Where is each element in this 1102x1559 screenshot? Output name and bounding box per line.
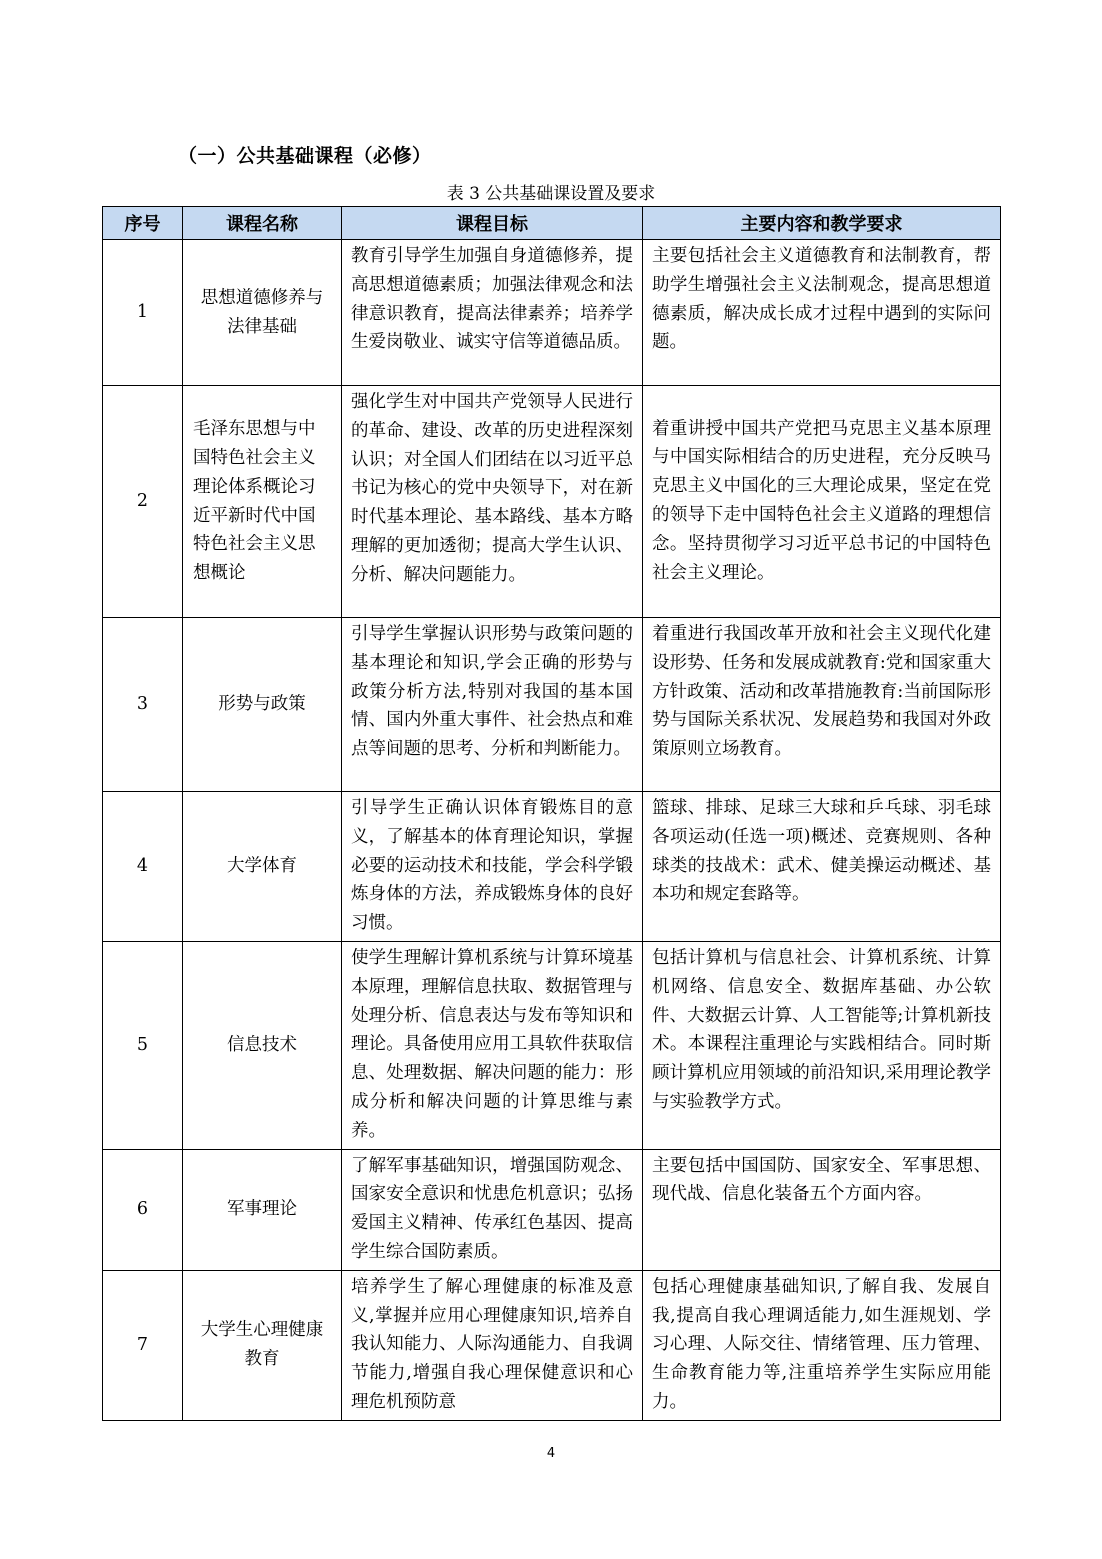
course-goal: 引导学生掌握认识形势与政策问题的基本理论和知识,学会正确的形势与政策分析方法,特别对我国的基本国情、国内外重大事件、社会热点和难点等间题的思考、分析和判断能力。 xyxy=(342,618,643,792)
course-goal: 培养学生了解心理健康的标准及意义,掌握并应用心理健康知识,培养自我认知能力、人际沟通能力、自我调节能力,增强自我心理保健意识和心理危机预防意 xyxy=(342,1270,643,1420)
table-row xyxy=(103,1270,1001,1420)
course-content: 包括计算机与信息社会、计算机系统、计算机网络、信息安全、数据库基础、办公软件、大数据云计算、人工智能等;计算机新技术。本课程注重理论与实践相结合。同时斯顾计算机应用领域的前沿知识,采用理论教学与实验教学方式。 xyxy=(643,941,1001,1149)
course-content: 包括心理健康基础知识,了解自我、发展自我,提高自我心理调适能力,如生涯规划、学习心理、人际交往、情绪管理、压力管理、生命教育能力等,注重培养学生实际应用能力。 xyxy=(643,1270,1001,1420)
course-name: 大学体育 xyxy=(183,792,342,942)
table-row xyxy=(103,240,1001,386)
row-num: 7 xyxy=(103,1270,183,1420)
course-goal: 了解军事基础知识，增强国防观念、国家安全意识和忧患危机意识；弘扬爱国主义精神、传承红色基因、提高学生综合国防素质。 xyxy=(342,1149,643,1270)
course-name: 军事理论 xyxy=(183,1149,342,1270)
course-goal: 教育引导学生加强自身道德修养，提高思想道德素质；加强法律观念和法律意识教育，提高法律素养；培养学生爱岗敬业、诚实守信等道德品质。 xyxy=(342,240,643,386)
table-caption: 表 3 公共基础课设置及要求 xyxy=(446,184,656,204)
table-header-row xyxy=(103,207,1001,240)
course-goal: 使学生理解计算机系统与计算环境基本原理，理解信息扶取、数据管理与处理分析、信息表达与发布等知识和理论。具备使用应用工具软件获取信息、处理数据、解决问题的能力：形成分析和解决问题的计算思维与素养。 xyxy=(342,941,643,1149)
page-number: 4 xyxy=(546,1446,556,1461)
table-row xyxy=(103,1149,1001,1270)
row-num: 1 xyxy=(103,240,183,386)
table-row xyxy=(103,386,1001,618)
course-content: 篮球、排球、足球三大球和乒乓球、羽毛球各项运动(任选一项)概述、竞赛规则、各种球类的技战术：武术、健美操运动概述、基本功和规定套路等。 xyxy=(643,792,1001,942)
course-name: 信息技术 xyxy=(183,941,342,1149)
course-content: 主要包括社会主义道德教育和法制教育，帮助学生增强社会主义法制观念，提高思想道德素质，解决成长成才过程中遇到的实际问题。 xyxy=(643,240,1001,386)
table-row xyxy=(103,792,1001,942)
section-heading: （一）公共基础课程（必修） xyxy=(178,145,432,167)
course-content: 着重讲授中国共产党把马克思主义基本原理与中国实际相结合的历史进程，充分反映马克思主义中国化的三大理论成果，坚定在党的领导下走中国特色社会主义道路的理想信念。坚持贯彻学习习近平总书记的中国特色社会主义理论。 xyxy=(643,386,1001,618)
header-content: 主要内容和教学要求 xyxy=(643,207,1001,240)
row-num: 5 xyxy=(103,941,183,1149)
course-name: 大学生心理健康教育 xyxy=(183,1270,342,1420)
header-course-goal: 课程目标 xyxy=(342,207,643,240)
header-course-name: 课程名称 xyxy=(183,207,342,240)
course-name: 毛泽东思想与中国特色社会主义理论体系概论习近平新时代中国特色社会主义思想概论 xyxy=(183,386,342,618)
course-table xyxy=(102,206,1001,1421)
course-name: 形势与政策 xyxy=(183,618,342,792)
course-content: 着重进行我国改革开放和社会主义现代化建设形势、任务和发展成就教育:党和国家重大方针政策、活动和改革措施教育:当前国际形势与国际关系状况、发展趋势和我国对外政策原则立场教育。 xyxy=(643,618,1001,792)
row-num: 4 xyxy=(103,792,183,942)
row-num: 6 xyxy=(103,1149,183,1270)
table-row xyxy=(103,618,1001,792)
row-num: 2 xyxy=(103,386,183,618)
course-goal: 强化学生对中国共产党领导人民进行的革命、建设、改革的历史进程深刻认识；对全国人们团结在以习近平总书记为核心的党中央领导下，对在新时代基本理论、基本路线、基本方略理解的更加透彻；提高大学生认识、分析、解决问题能力。 xyxy=(342,386,643,618)
row-num: 3 xyxy=(103,618,183,792)
course-goal: 引导学生正确认识体育锻炼目的意义，了解基本的体育理论知识，掌握必要的运动技术和技能，学会科学锻炼身体的方法，养成锻炼身体的良好习惯。 xyxy=(342,792,643,942)
course-content: 主要包括中国国防、国家安全、军事思想、现代战、信息化装备五个方面内容。 xyxy=(643,1149,1001,1270)
course-name: 思想道德修养与法律基础 xyxy=(183,240,342,386)
header-num: 序号 xyxy=(103,207,183,240)
table-row xyxy=(103,941,1001,1149)
